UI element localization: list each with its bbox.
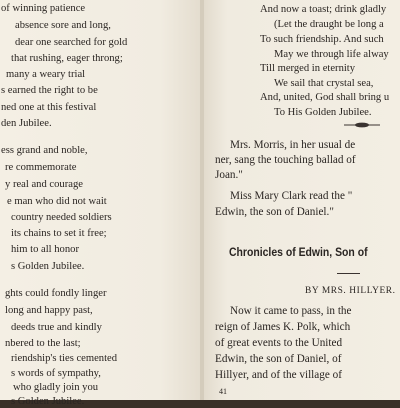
paragraph-line: reign of James K. Polk, which [215,321,351,333]
paragraph-line: of great events to the United [215,337,343,349]
heading-rule [337,273,360,274]
poem-line: (Let the draught be long a [274,19,384,30]
paragraph-line: Miss Mary Clark read the " [230,190,353,202]
left-line: who gladly join you [13,382,99,393]
left-line: absence sore and long, [15,20,111,31]
left-line: many a weary trial [6,69,86,80]
left-line: ned one at this festival [1,102,97,113]
left-page [0,0,200,407]
paragraph-line: Now it came to pass, in the [230,305,352,317]
poem-line: May we through life alway [274,49,389,60]
chapter-heading: Chronicles of Edwin, Son of [229,246,368,259]
ornament-divider-icon [344,121,380,129]
left-line: of winning patience [1,3,86,14]
left-line: s words of sympathy, [11,368,101,379]
paragraph-line: Mrs. Morris, in her usual de [230,139,356,151]
paragraph-line: Joan." [215,169,243,181]
left-line: den Jubilee. [1,118,52,129]
left-line: long and happy past, [5,305,93,316]
left-line: nbered to the last; [5,338,81,349]
left-line: re commemorate [5,162,77,173]
paragraph-line: ner, sang the touching ballad of [215,154,356,166]
left-line: y real and courage [5,179,83,190]
left-line: s earned the right to be [1,85,98,96]
poem-line: Till merged in eternity [260,63,356,74]
poem-line: And, united, God shall bring u [260,92,390,103]
left-line: e man who did not wait [7,196,107,207]
poem-line: We sail that crystal sea, [274,78,374,89]
poem-line: To His Golden Jubilee. [274,107,372,118]
left-line: ghts could fondly linger [5,288,107,299]
paragraph-line: Edwin, the son of Daniel, of [215,353,342,365]
left-line: that rushing, eager throng; [11,53,123,64]
byline: BY MRS. HILLYER. [305,286,396,296]
left-line: s Golden Jubilee. [11,261,85,272]
poem-line: And now a toast; drink gladly [260,4,387,15]
left-line: country needed soldiers [11,212,112,223]
poem-line: To such friendship. And such [260,34,384,45]
right-page [204,0,400,400]
paragraph-line: Hillyer, and of the village of [215,369,342,381]
left-line: deeds true and kindly [11,322,102,333]
left-line: him to all honor [11,244,79,255]
left-line: s Golden Jubilee. [11,396,85,407]
left-line: its chains to set it free; [11,228,107,239]
left-line: dear one searched for gold [15,37,128,48]
left-line: riendship's ties cemented [11,353,118,364]
page-number: 41 [219,387,227,396]
paragraph-line: Edwin, the son of Daniel." [215,206,334,218]
left-line: ess grand and noble, [1,145,88,156]
